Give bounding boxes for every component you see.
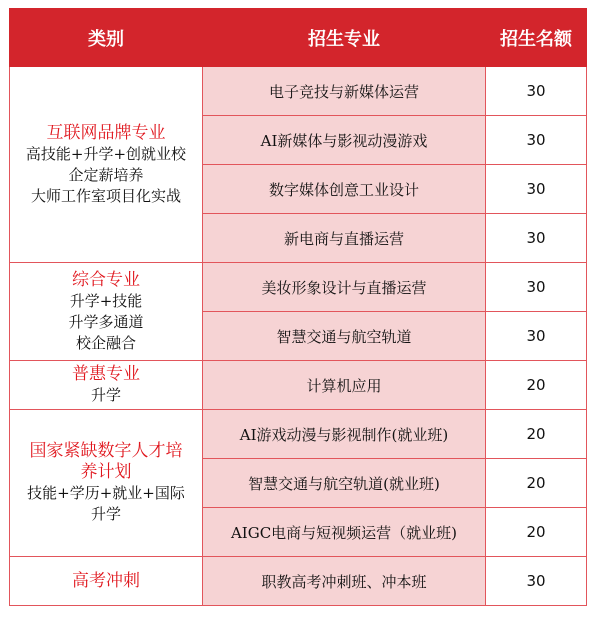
header-quota: 招生名额 (486, 9, 587, 67)
quota-cell: 20 (486, 508, 587, 557)
quota-cell: 30 (486, 557, 587, 606)
quota-cell: 30 (486, 312, 587, 361)
category-title-cont: 养计划 (80, 462, 132, 482)
major-cell: 电子竞技与新媒体运营 (203, 67, 486, 116)
table-header-row (10, 9, 587, 67)
category-desc: 高技能+升学+创就业校 (25, 144, 187, 163)
major-cell: 智慧交通与航空轨道 (203, 312, 486, 361)
category-desc: 升学 (90, 505, 121, 523)
quota-cell: 30 (486, 165, 587, 214)
category-desc: 技能+学历+就业+国际 (27, 484, 185, 502)
major-cell: 数字媒体创意工业设计 (203, 165, 486, 214)
enrollment-table-container (9, 8, 586, 606)
table-row (10, 557, 587, 606)
table-row (10, 410, 587, 459)
quota-cell: 30 (486, 67, 587, 116)
table-row (10, 263, 587, 312)
major-cell: 新电商与直播运营 (203, 214, 486, 263)
table-row (10, 67, 587, 116)
quota-cell: 20 (486, 410, 587, 459)
category-title: 国家紧缺数字人才培 (29, 441, 183, 461)
table-row (10, 361, 587, 410)
major-cell: 美妆形象设计与直播运营 (203, 263, 486, 312)
major-cell: 职教高考冲刺班、冲本班 (203, 557, 486, 606)
category-desc: 升学 (90, 386, 121, 404)
quota-cell: 20 (486, 459, 587, 508)
quota-cell: 30 (486, 116, 587, 165)
major-cell: 智慧交通与航空轨道(就业班) (203, 459, 486, 508)
category-desc: 升学多通道 (68, 312, 144, 331)
category-cell (10, 410, 203, 557)
category-desc: 升学+技能 (69, 291, 143, 310)
quota-cell: 30 (486, 214, 587, 263)
category-cell (10, 361, 203, 410)
category-desc: 校企融合 (75, 333, 136, 352)
header-major: 招生专业 (203, 9, 486, 67)
major-cell: AI新媒体与影视动漫游戏 (203, 116, 486, 165)
quota-cell: 20 (486, 361, 587, 410)
category-title: 互联网品牌专业 (46, 122, 166, 143)
major-cell: 计算机应用 (203, 361, 486, 410)
major-cell: AIGC电商与短视频运营（就业班) (203, 508, 486, 557)
category-cell (10, 557, 203, 606)
category-cell (10, 67, 203, 263)
category-cell (10, 263, 203, 361)
header-category: 类别 (10, 9, 203, 67)
enrollment-table (9, 8, 587, 606)
category-desc: 大师工作室项目化实战 (30, 186, 181, 205)
major-cell: AI游戏动漫与影视制作(就业班) (203, 410, 486, 459)
category-title: 综合专业 (72, 269, 140, 290)
category-desc: 企定薪培养 (68, 165, 144, 184)
category-title: 普惠专业 (72, 364, 140, 384)
category-title: 高考冲刺 (72, 570, 140, 591)
quota-cell: 30 (486, 263, 587, 312)
